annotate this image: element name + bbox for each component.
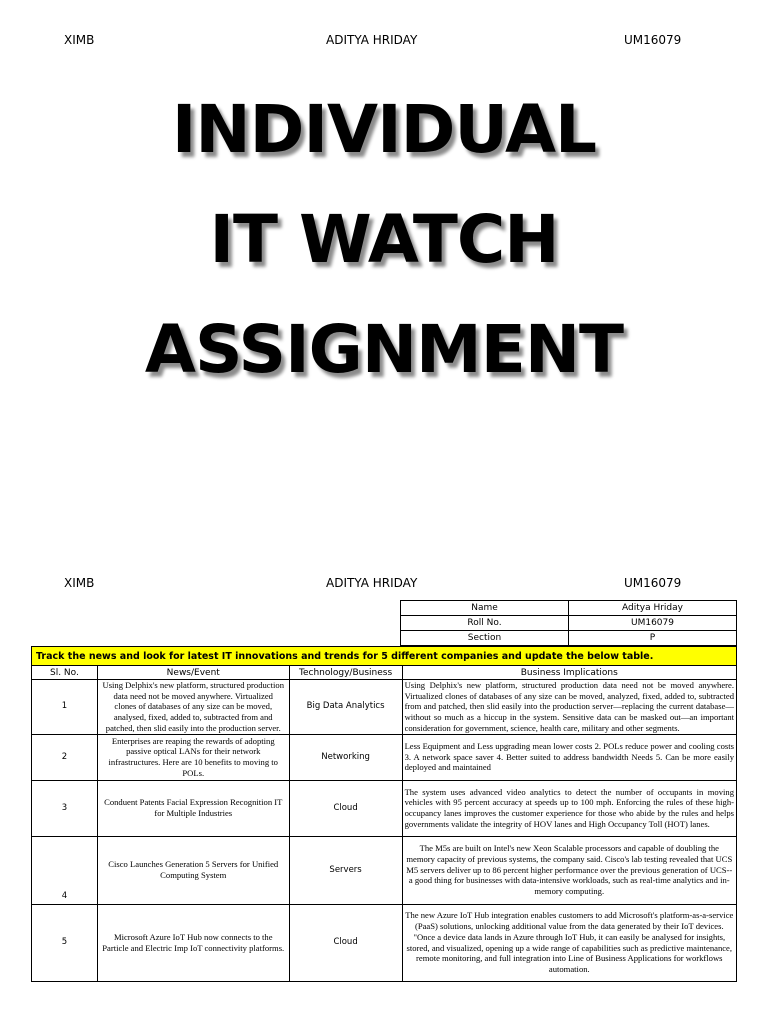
info-row-roll xyxy=(401,616,737,631)
table-row xyxy=(32,836,737,904)
table-row xyxy=(32,904,737,981)
title-line-1: INDIVIDUAL xyxy=(171,91,597,168)
instruction-banner-row xyxy=(32,647,737,666)
title-line-3: ASSIGNMENT xyxy=(144,311,624,388)
row-sl-number: 4 xyxy=(32,836,98,904)
student-info-table xyxy=(400,600,737,646)
column-header-technology: Technology/Business xyxy=(289,666,402,680)
row-sl-number: 3 xyxy=(32,780,98,836)
info-value: UM16079 xyxy=(569,616,737,631)
column-header-news: News/Event xyxy=(97,666,289,680)
row-implications: Less Equipment and Less upgrading mean lower costs 2. POLs reduce power and cooling costs 3. A network space saver 4. Better suited to address bandwidth Needs 5. Can be more easily deployed and maintained xyxy=(402,734,736,780)
row-news: Microsoft Azure IoT Hub now connects to the Particle and Electric Imp IoT connectivity platforms. xyxy=(97,904,289,981)
row-sl-number: 5 xyxy=(32,904,98,981)
column-header-row xyxy=(32,666,737,680)
row-technology: Cloud xyxy=(289,780,402,836)
row-implications: Using Delphix's new platform, structured production data need not be moved anywhere. Virtualized clones of databases of any size can be moved, analyzed, fixed, added to, subtracted from and patched, then slid easily into the production server—replacing the current database—without so much as a hiccup in the system. Sensitive data can be masked out—an important consideration for government, science, health care, military and other segments. xyxy=(402,680,736,735)
title-line-2: IT WATCH xyxy=(209,201,559,278)
column-header-implications: Business Implications xyxy=(402,666,736,680)
row-technology: Networking xyxy=(289,734,402,780)
row-news: Cisco Launches Generation 5 Servers for Unified Computing System xyxy=(97,836,289,904)
row-sl-number: 1 xyxy=(32,680,98,735)
table-row xyxy=(32,780,737,836)
it-watch-table xyxy=(31,646,737,982)
row-implications: The system uses advanced video analytics to detect the number of occupants in moving vehicles with 95 percent accuracy at speeds up to 100 mph. Enforcing the rules of these high-occupancy lanes improves the customer experience for those who abide by the rules and helps governments validate the integrity of HOV lanes and High Occupancy Toll (HOT) lanes. xyxy=(402,780,736,836)
info-value: Aditya Hriday xyxy=(569,601,737,616)
implication-paragraph: The new Azure IoT Hub integration enables customers to add Microsoft's platform-as-a-service (PaaS) solutions, unlocking additional value from the data generated by their IoT devices. xyxy=(405,910,734,932)
row-implications xyxy=(402,904,736,981)
row-technology: Big Data Analytics xyxy=(289,680,402,735)
header-student-name: ADITYA HRIDAY xyxy=(326,576,418,590)
info-value: P xyxy=(569,631,737,646)
header-institute: XIMB xyxy=(64,576,95,590)
implication-paragraph: "Once a device data lands in Azure through IoT Hub, it can easily be analysed for insights, stored, and visualized, opening up a wide range of capabilities such as predictive maintenance, remote monitoring, and full integration into Line of Business Applications for workflows automation. xyxy=(406,931,733,974)
row-sl-number: 2 xyxy=(32,734,98,780)
header-roll-number: UM16079 xyxy=(624,576,682,590)
info-row-section xyxy=(401,631,737,646)
info-label: Roll No. xyxy=(401,616,569,631)
header-student-name: ADITYA HRIDAY xyxy=(326,33,418,47)
row-news: Enterprises are reaping the rewards of adopting passive optical LANs for their network infrastructures. Here are 10 benefits to moving to POLs. xyxy=(97,734,289,780)
instruction-banner: Track the news and look for latest IT innovations and trends for 5 different companies and update the below table. xyxy=(32,647,737,666)
page1-header xyxy=(0,33,768,53)
info-label: Name xyxy=(401,601,569,616)
row-technology: Cloud xyxy=(289,904,402,981)
table-row xyxy=(32,734,737,780)
column-header-sl: Sl. No. xyxy=(32,666,98,680)
row-news: Conduent Patents Facial Expression Recognition IT for Multiple Industries xyxy=(97,780,289,836)
info-label: Section xyxy=(401,631,569,646)
row-technology: Servers xyxy=(289,836,402,904)
page2-header xyxy=(0,576,768,596)
row-news: Using Delphix's new platform, structured production data need not be moved anywhere. Virtualized clones of databases of any size can be moved, analysed, fixed, added to, subtracted from and patched, then slid easily into the production server. xyxy=(97,680,289,735)
header-institute: XIMB xyxy=(64,33,95,47)
info-row-name xyxy=(401,601,737,616)
header-roll-number: UM16079 xyxy=(624,33,682,47)
table-row xyxy=(32,680,737,735)
row-implications: The M5s are built on Intel's new Xeon Scalable processors and capable of doubling the memory capacity of previous systems, the company said. Cisco's lab testing revealed that UCS M5 servers deliver up to 86 percent higher performance over the previous generation of UCS--a good thing for businesses with data-intensive workloads, such as real-time analytics and in-memory computing. xyxy=(402,836,736,904)
